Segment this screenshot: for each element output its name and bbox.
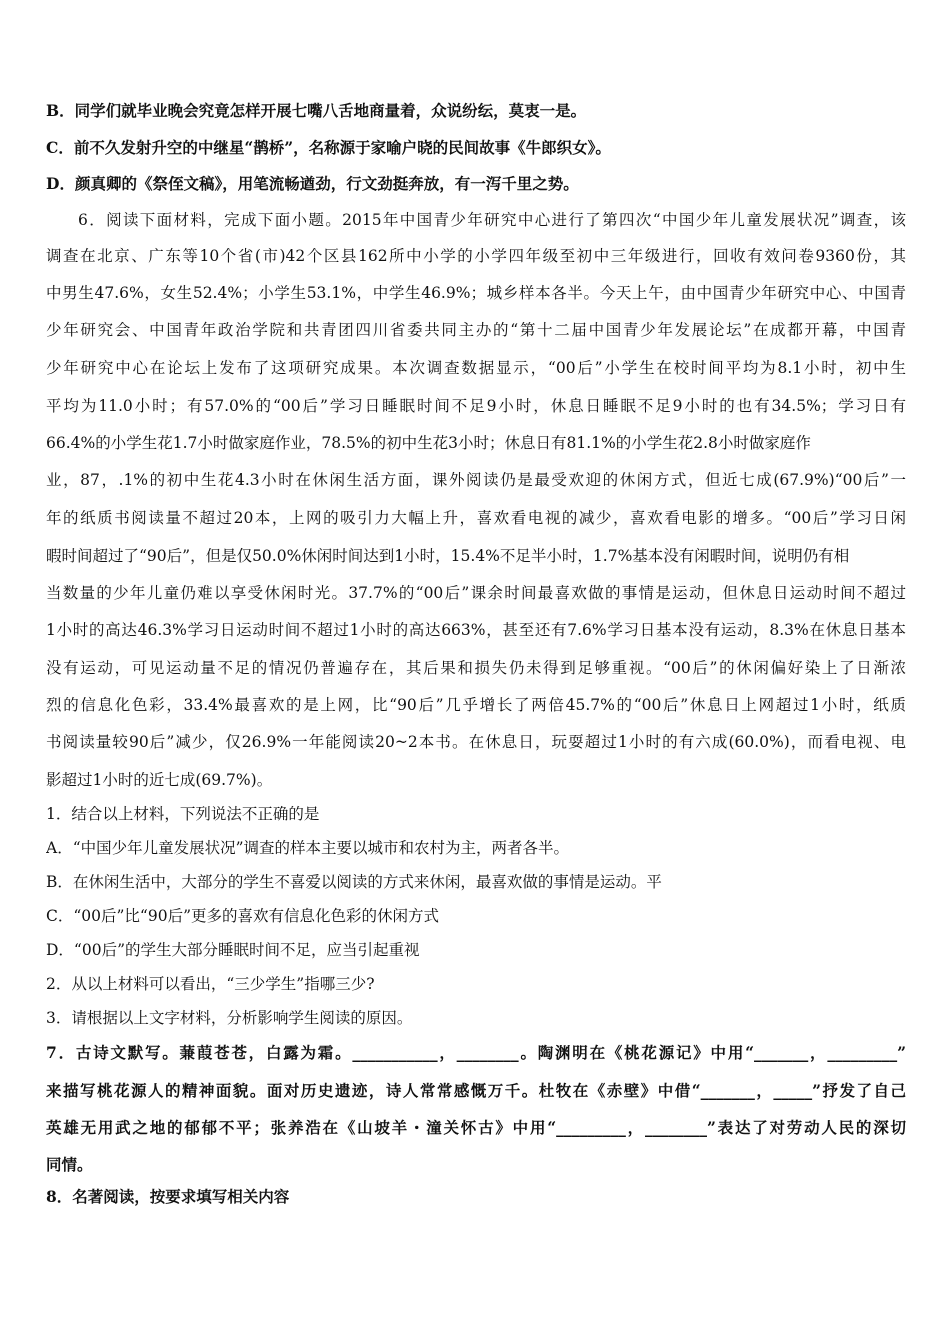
passage-line: 1小时的高达46.3%学习日运动时间不超过1小时的高达663%，甚至还有7.6%学习日基本没有运动，8.3%在休息日基本 [46,621,906,639]
passage-line: 业，87，.1%的初中生花4.3小时在休闲生活方面，课外阅读仍是最受欢迎的休闲方式，但近七成(67.9%)“00后”一 [46,471,906,489]
passage-line: 调查在北京、广东等10个省(市)42个区县162所中小学的小学四年级至初中三年级进行，回收有效问卷9360份，其 [46,247,906,265]
question-7-line: 同情。 [46,1155,93,1174]
passage-line: 烈的信息化色彩，33.4%最喜欢的是上网，比“90后”几乎增长了两倍45.7%的“00后”休息日上网超过1小时，纸质 [46,696,906,714]
passage-line: 少年研究会、中国青年政治学院和共青团四川省委共同主办的“第十二届中国青少年发展论坛”在成都开幕，中国青 [46,321,906,339]
question-1-option-c: C．“00后”比“90后”更多的喜欢有信息化色彩的休闲方式 [46,907,440,925]
passage-line: 没有运动，可见运动量不足的情况仍普遍存在，其后果和损失仍未得到足够重视。“00后”的休闲偏好染上了日渐浓 [46,659,906,677]
option-c-line: C．前不久发射升空的中继星“鹊桥”，名称源于家喻户晓的民间故事《牛郎织女》。 [46,138,611,157]
question-7-line: 来描写桃花源人的精神面貌。面对历史遗迹，诗人常常感慨万千。杜牧在《赤壁》中借“_______，_____”抒发了自己 [46,1081,906,1100]
question-7-line: 英雄无用武之地的郁郁不平；张养浩在《山坡羊・潼关怀古》中用“_________，________”表达了对劳动人民的深切 [46,1118,906,1137]
question-1: 1．结合以上材料，下列说法不正确的是 [46,805,320,823]
passage-line: 平均为11.0小时；有57.0%的“00后”学习日睡眠时间不足9小时，休息日睡眠不足9小时的也有34.5%；学习日有 [46,397,906,415]
passage-line: 66.4%的小学生花1.7小时做家庭作业，78.5%的初中生花3小时；休息日有81.1%的小学生花2.8小时做家庭作 [46,434,811,452]
passage-line: 影超过1小时的近七成(69.7%)。 [46,771,273,789]
question-2: 2．从以上材料可以看出，“三少学生”指哪三少? [46,975,375,993]
option-d-line: D．颜真卿的《祭侄文稿》，用笔流畅遒劲，行文劲挺奔放，有一泻千里之势。 [46,174,579,193]
question-1-option-b: B．在休闲生活中，大部分的学生不喜爱以阅读的方式来休闲，最喜欢做的事情是运动。平 [46,873,662,891]
option-b-line: B．同学们就毕业晚会究竟怎样开展七嘴八舌地商量着，众说纷纭，莫衷一是。 [46,101,587,120]
question-1-option-d: D．“00后”的学生大部分睡眠时间不足，应当引起重视 [46,941,420,959]
passage-line: 中男生47.6%，女生52.4%；小学生53.1%，中学生46.9%；城乡样本各半。今天上午，由中国青少年研究中心、中国青 [46,284,906,302]
question-7-line: 7．古诗文默写。蒹葭苍苍，白露为霜。___________，________。陶渊明在《桃花源记》中用“_______，_________” [46,1043,906,1062]
passage-line: 书阅读量较90后”减少，仅26.9%一年能阅读20~2本书。在休息日，玩耍超过1小时的有六成(60.0%)，而看电视、电 [46,733,906,751]
passage-line: 少年研究中心在论坛上发布了这项研究成果。本次调查数据显示，“00后”小学生在校时间平均为8.1小时，初中生 [46,359,906,377]
passage-line: 当数量的少年儿童仍难以享受休闲时光。37.7%的“00后”课余时间最喜欢做的事情是运动，但休息日运动时间不超过 [46,584,906,602]
passage-line: 暇时间超过了“90后”，但是仅50.0%休闲时间达到1小时，15.4%不足半小时，1.7%基本没有闲暇时间，说明仍有相 [46,547,850,565]
passage-line: 6．阅读下面材料，完成下面小题。2015年中国青少年研究中心进行了第四次“中国少年儿童发展状况”调查，该 [78,211,906,229]
passage-line: 年的纸质书阅读量不超过20本，上网的吸引力大幅上升，喜欢看电视的减少，喜欢看电影的增多。“00后”学习日闲 [46,509,906,527]
question-1-option-a: A．“中国少年儿童发展状况”调查的样本主要以城市和农村为主，两者各半。 [46,839,570,857]
question-3: 3．请根据以上文字材料，分析影响学生阅读的原因。 [46,1009,413,1027]
question-8: 8．名著阅读，按要求填写相关内容 [46,1187,290,1206]
